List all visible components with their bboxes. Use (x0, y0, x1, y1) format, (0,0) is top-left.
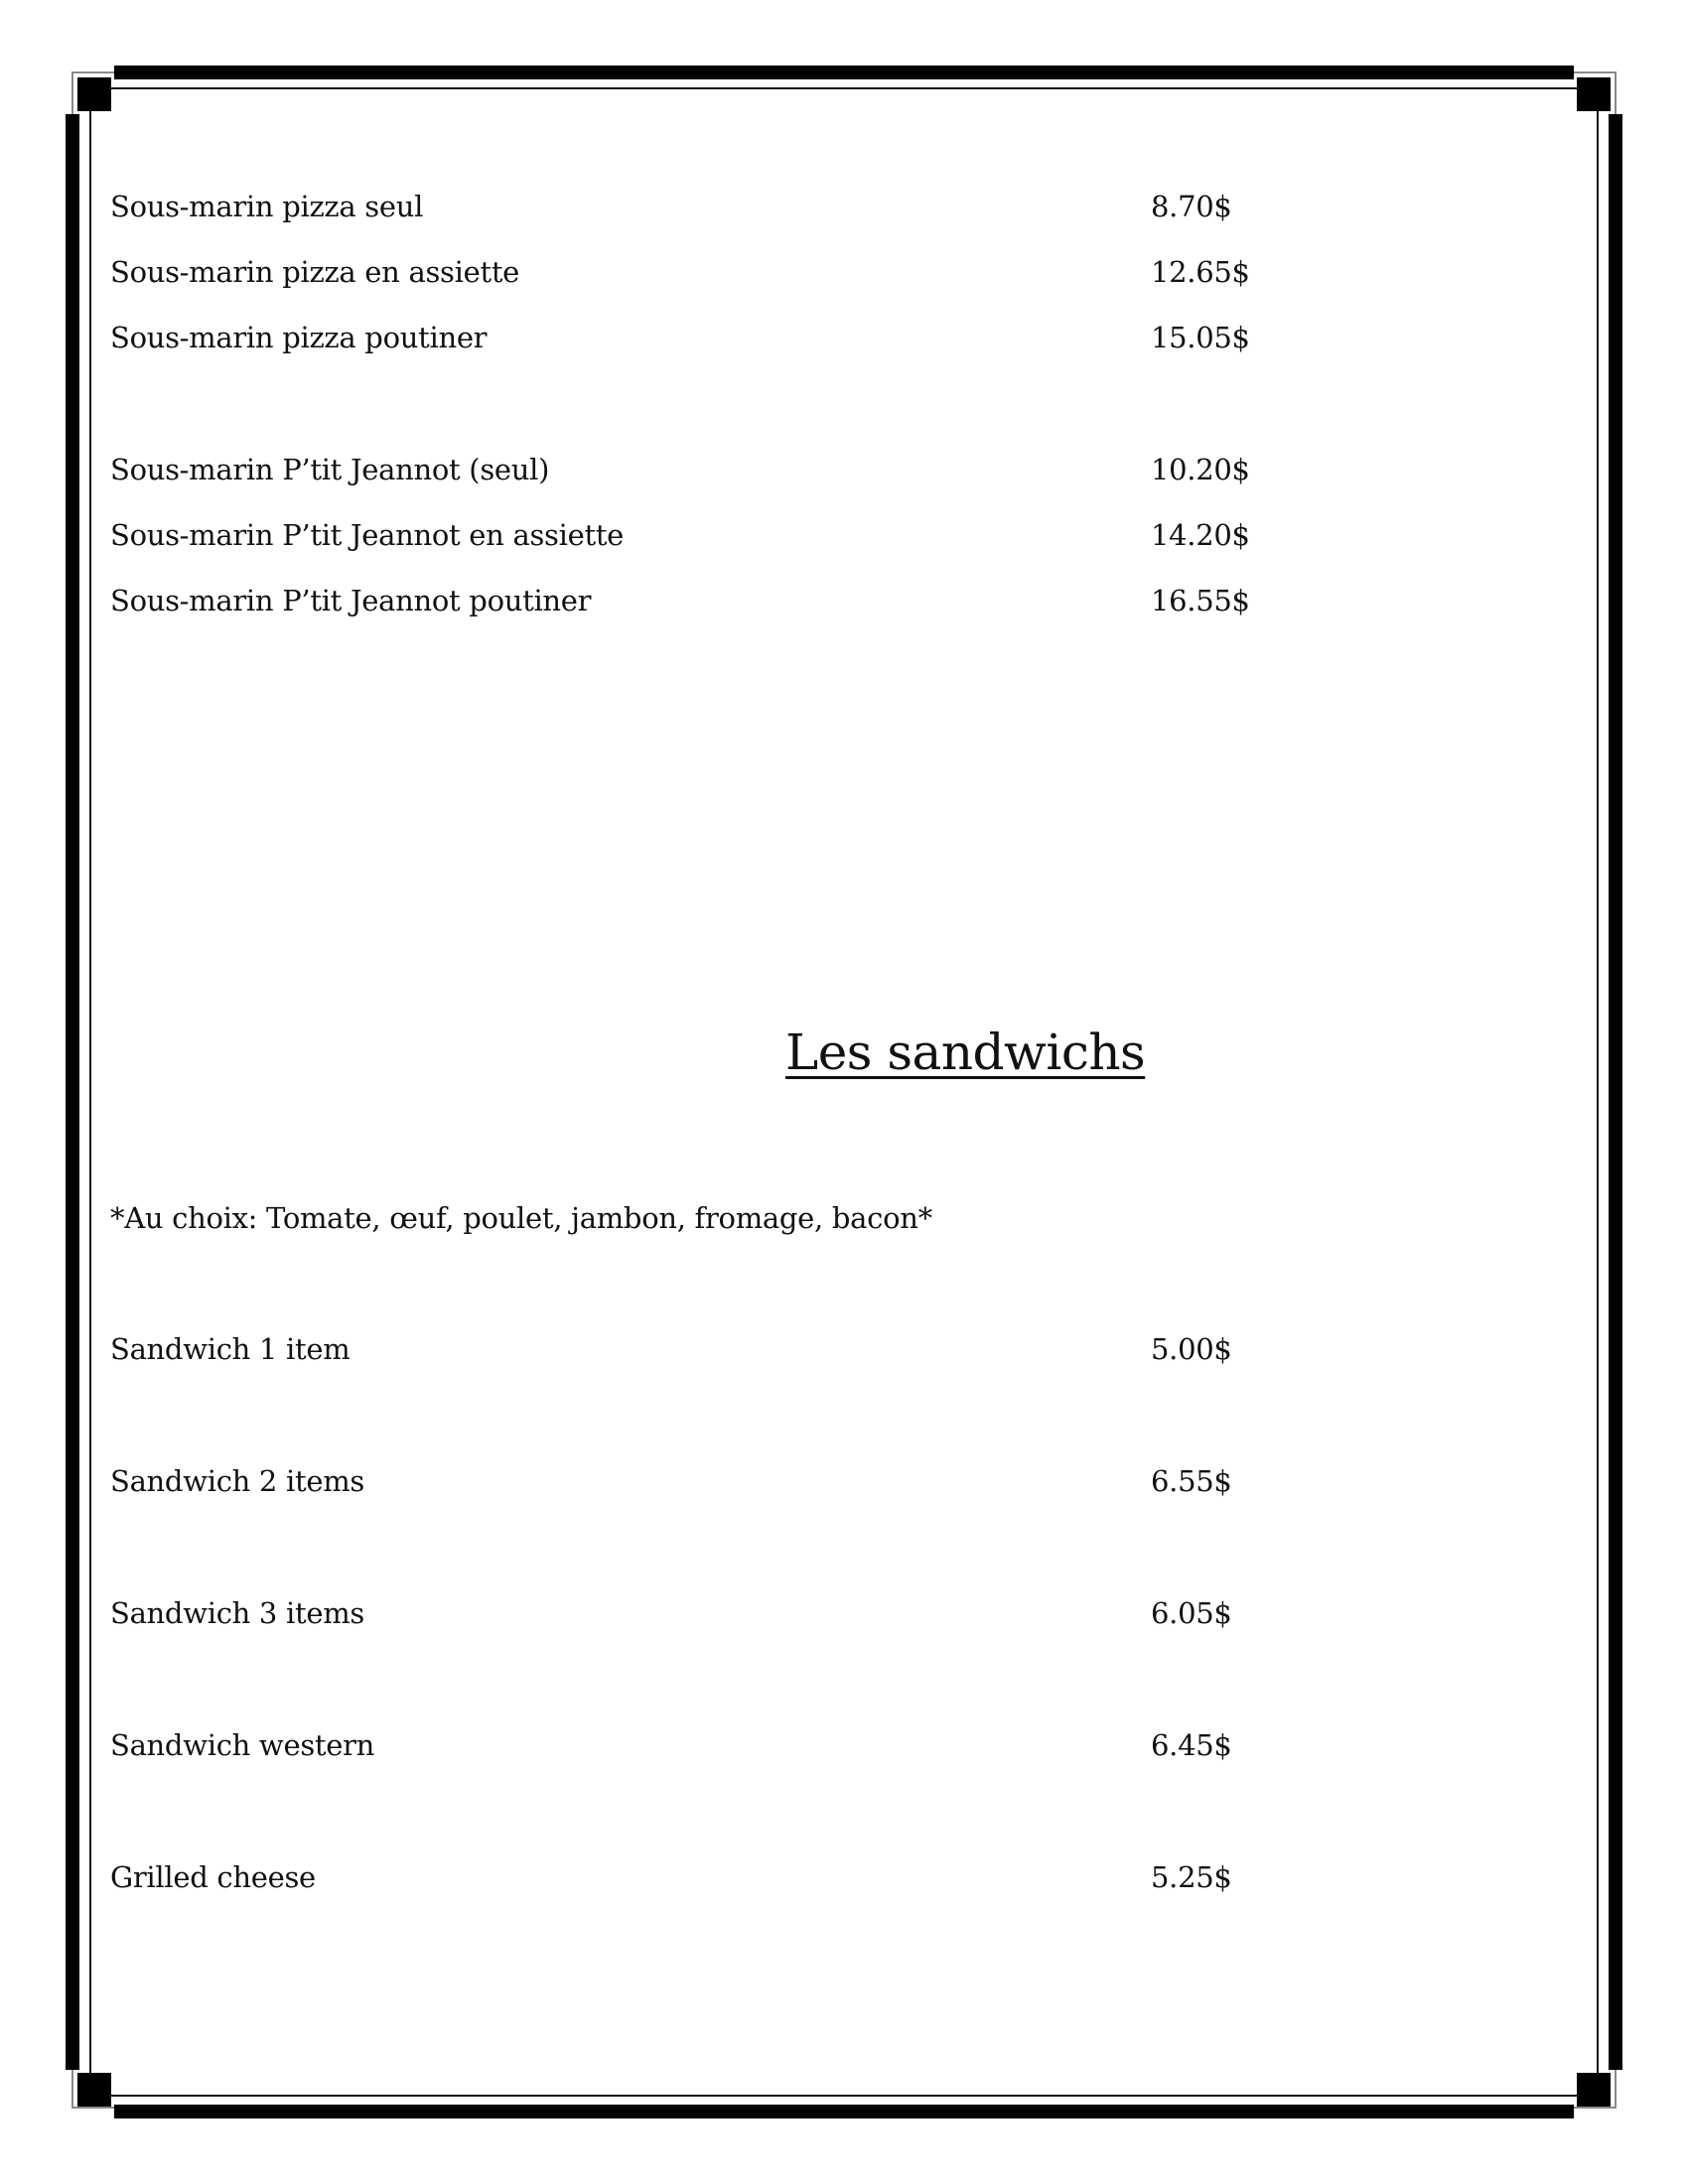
menu-item-price: 6.05$ (1151, 1596, 1232, 1630)
menu-item-name: Sandwich 2 items (110, 1464, 364, 1498)
frame-corner-bottom-right (1577, 2073, 1611, 2107)
menu-item-price: 12.65$ (1151, 255, 1250, 289)
menu-item-price: 6.45$ (1151, 1728, 1232, 1762)
menu-item-price: 16.55$ (1151, 584, 1250, 617)
menu-item-price: 5.00$ (1151, 1332, 1232, 1366)
menu-item-name: Grilled cheese (110, 1860, 316, 1894)
menu-item-price: 6.55$ (1151, 1464, 1232, 1498)
menu-item-price: 14.20$ (1151, 518, 1250, 552)
menu-item-name: Sous-marin P’tit Jeannot en assiette (110, 518, 625, 552)
menu-item-price: 5.25$ (1151, 1860, 1232, 1894)
menu-item-name: Sous-marin pizza poutiner (110, 321, 488, 354)
menu-item-name: Sous-marin pizza seul (110, 190, 424, 223)
menu-item-name: Sous-marin P’tit Jeannot (seul) (110, 453, 550, 486)
menu-item-price: 10.20$ (1151, 453, 1250, 486)
frame-corner-top-left (77, 77, 111, 111)
menu-item-name: Sous-marin pizza en assiette (110, 255, 520, 289)
section-title-sandwichs: Les sandwichs (785, 1024, 1146, 1081)
menu-item-price: 15.05$ (1151, 321, 1250, 354)
sandwich-choice-note: *Au choix: Tomate, œuf, poulet, jambon, fromage, bacon* (110, 1201, 932, 1235)
frame-corner-bottom-left (77, 2073, 111, 2107)
frame-left-bar (66, 114, 79, 2070)
frame-inner-line (89, 87, 1599, 2097)
frame-corner-top-right (1577, 77, 1611, 111)
frame-bottom-bar (114, 2105, 1574, 2118)
menu-item-name: Sandwich 3 items (110, 1596, 364, 1630)
menu-item-name: Sous-marin P’tit Jeannot poutiner (110, 584, 592, 617)
menu-item-name: Sandwich 1 item (110, 1332, 351, 1366)
frame-top-bar (114, 66, 1574, 79)
menu-item-name: Sandwich western (110, 1728, 375, 1762)
frame-right-bar (1609, 114, 1622, 2070)
menu-item-price: 8.70$ (1151, 190, 1232, 223)
